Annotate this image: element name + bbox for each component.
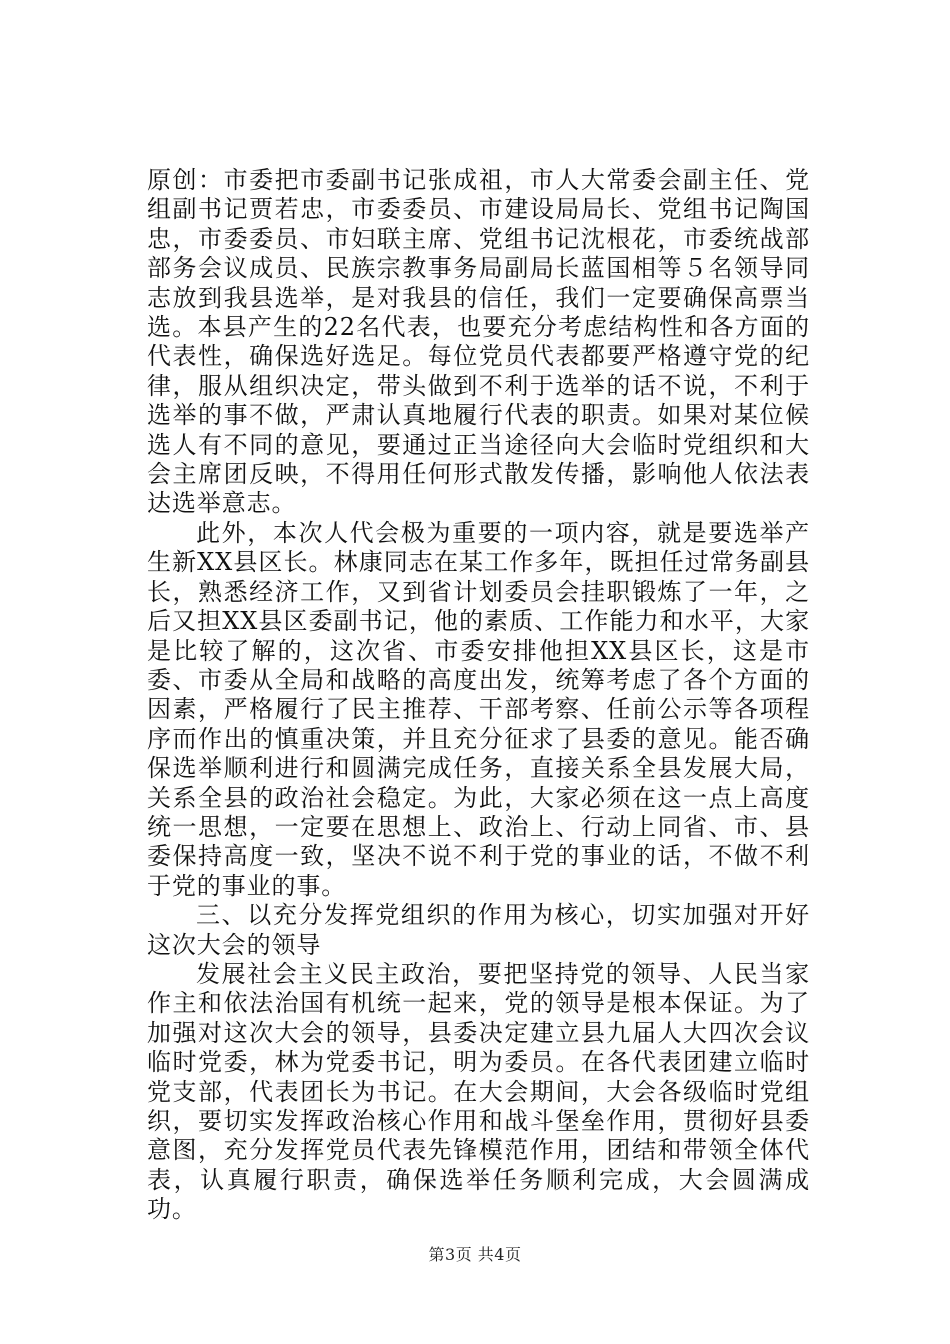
paragraph-county-head-election: 此外，本次人代会极为重要的一项内容，就是要选举产生新XX县区长。林康同志在某工作多年，既担任过常务副县长，熟悉经济工作，又到省计划委员会挂职锻炼了一年，之后又担XX县区委副书记，他的素质、工作能力和水平，大家是比较了解的，这次省、市委安排他担XX县区长，这是市委、市委从全局和战略的高度出发，统筹考虑了各个方面的因素，严格履行了民主推荐、干部考察、任前公示等各项程序而作出的慎重决策，并且充分征求了县委的意见。能否确保选举顺利进行和圆满完成任务，直接关系全县发展大局，关系全县的政治社会稳定。为此，大家必须在这一点上高度统一思想，一定要在思想上、政治上、行动上同省、市、县委保持高度一致，坚决不说不利于党的事业的话，不做不利于党的事业的事。 <box>147 518 810 900</box>
section-heading-party-leadership: 三、以充分发挥党组织的作用为核心，切实加强对开好这次大会的领导 <box>147 901 810 959</box>
paragraph-candidates: 原创：市委把市委副书记张成祖，市人大常委会副主任、党组副书记贾若忠，市委委员、市建设局局长、党组书记陶国忠，市委委员、市妇联主席、党组书记沈根花，市委统战部部务会议成员、民族宗教事务局副局长蓝国相等５名领导同志放到我县选举，是对我县的信任，我们一定要确保高票当选。本县产生的22名代表，也要充分考虑结构性和各方面的代表性，确保选好选足。每位党员代表都要严格遵守党的纪律，服从组织决定，带头做到不利于选举的话不说，不利于选举的事不做，严肃认真地履行代表的职责。如果对某位候选人有不同的意见，要通过正当途径向大会临时党组织和大会主席团反映，不得用任何形式散发传播，影响他人依法表达选举意志。 <box>147 166 810 518</box>
document-body <box>147 166 810 1225</box>
paragraph-temporary-party-committee: 发展社会主义民主政治，要把坚持党的领导、人民当家作主和依法治国有机统一起来，党的领导是根本保证。为了加强对这次大会的领导，县委决定建立县九届人大四次会议临时党委，林为党委书记，明为委员。在各代表团建立临时党支部，代表团长为书记。在大会期间，大会各级临时党组织，要切实发挥政治核心作用和战斗堡垒作用，贯彻好县委意图，充分发挥党员代表先锋模范作用，团结和带领全体代表，认真履行职责，确保选举任务顺利完成，大会圆满成功。 <box>147 959 810 1224</box>
page-number-footer: 第3页 共4页 <box>428 1245 522 1264</box>
